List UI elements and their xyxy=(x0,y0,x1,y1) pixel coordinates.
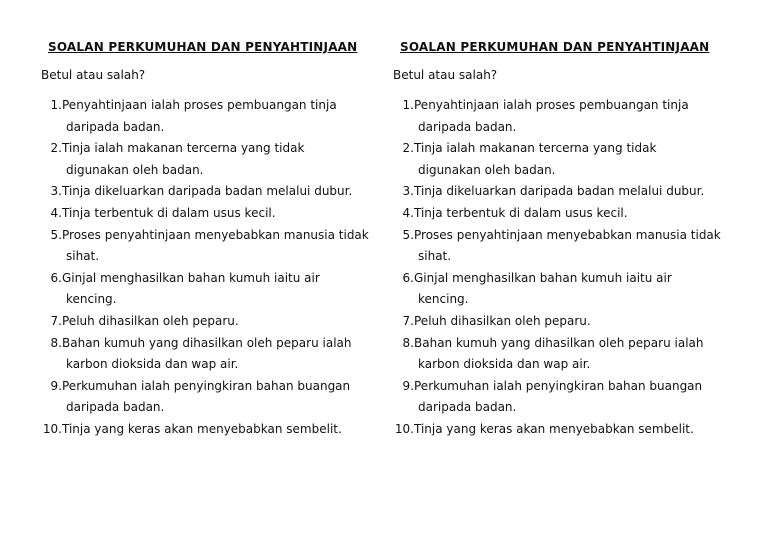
question-text: Bahan kumuh yang dihasilkan oleh peparu ialah xyxy=(62,335,352,350)
question-number: 4. xyxy=(50,205,62,220)
question-number: 6. xyxy=(50,270,62,285)
question-number: 4. xyxy=(402,205,414,220)
question-item xyxy=(40,138,380,181)
question-text-continued: kencing. xyxy=(418,292,469,307)
question-text-continued: digunakan oleh badan. xyxy=(418,162,556,177)
question-number: 10. xyxy=(42,421,62,436)
question-text-continued: sihat. xyxy=(66,249,100,264)
question-text: Bahan kumuh yang dihasilkan oleh peparu ialah xyxy=(414,335,704,350)
question-item xyxy=(40,333,380,376)
question-list xyxy=(392,95,732,441)
question-number: 1. xyxy=(402,98,414,112)
worksheet-subtitle: Betul atau salah? xyxy=(393,68,498,82)
question-text: Tinja terbentuk di dalam usus kecil. xyxy=(414,205,628,220)
worksheet-title: SOALAN PERKUMUHAN DAN PENYAHTINJAAN xyxy=(400,40,710,54)
question-text: Tinja terbentuk di dalam usus kecil. xyxy=(62,205,276,220)
question-item xyxy=(392,95,732,138)
question-item xyxy=(40,311,380,333)
question-item xyxy=(40,225,380,268)
question-text: Perkumuhan ialah penyingkiran bahan buangan xyxy=(414,378,703,393)
question-text-continued: karbon dioksida dan wap air. xyxy=(66,357,239,372)
question-number: 8. xyxy=(50,335,62,350)
question-text: Proses penyahtinjaan menyebabkan manusia tidak xyxy=(62,227,369,242)
question-item xyxy=(392,419,732,441)
question-number: 8. xyxy=(402,335,414,350)
question-number: 7. xyxy=(50,313,62,328)
question-number: 3. xyxy=(402,184,414,199)
question-text-continued: digunakan oleh badan. xyxy=(66,162,204,177)
question-item xyxy=(40,181,380,203)
question-text: Penyahtinjaan ialah proses pembuangan tinja xyxy=(62,98,337,112)
question-text: Peluh dihasilkan oleh peparu. xyxy=(414,313,591,328)
question-item xyxy=(392,138,732,181)
question-item xyxy=(392,268,732,311)
question-number: 3. xyxy=(50,184,62,199)
question-number: 6. xyxy=(402,270,414,285)
question-text: Ginjal menghasilkan bahan kumuh iaitu air xyxy=(414,270,672,285)
question-text: Tinja dikeluarkan daripada badan melalui dubur. xyxy=(62,184,353,199)
question-number: 1. xyxy=(50,98,62,112)
question-text-continued: karbon dioksida dan wap air. xyxy=(418,357,591,372)
question-item xyxy=(392,333,732,376)
question-text: Penyahtinjaan ialah proses pembuangan tinja xyxy=(414,98,689,112)
question-item xyxy=(392,311,732,333)
question-text: Tinja ialah makanan tercerna yang tidak xyxy=(414,141,657,156)
question-number: 5. xyxy=(402,227,414,242)
question-item xyxy=(40,95,380,138)
question-text: Tinja yang keras akan menyebabkan sembelit. xyxy=(62,421,342,436)
question-text: Tinja yang keras akan menyebabkan sembelit. xyxy=(414,421,694,436)
question-number: 7. xyxy=(402,313,414,328)
question-item xyxy=(40,268,380,311)
question-text-continued: daripada badan. xyxy=(66,400,165,415)
worksheet-subtitle: Betul atau salah? xyxy=(41,68,146,82)
question-item xyxy=(392,376,732,419)
question-number: 2. xyxy=(50,141,62,156)
question-text-continued: sihat. xyxy=(418,249,452,264)
question-text: Perkumuhan ialah penyingkiran bahan buangan xyxy=(62,378,351,393)
question-text: Proses penyahtinjaan menyebabkan manusia tidak xyxy=(414,227,721,242)
question-number: 9. xyxy=(50,378,62,393)
question-item xyxy=(392,225,732,268)
question-list xyxy=(40,95,380,441)
question-item xyxy=(40,419,380,441)
question-text-continued: daripada badan. xyxy=(418,400,517,415)
question-item xyxy=(40,203,380,225)
question-text: Ginjal menghasilkan bahan kumuh iaitu air xyxy=(62,270,320,285)
question-number: 9. xyxy=(402,378,414,393)
question-text-continued: daripada badan. xyxy=(66,119,165,134)
question-item xyxy=(40,376,380,419)
question-text-continued: kencing. xyxy=(66,292,117,307)
question-number: 2. xyxy=(402,141,414,156)
question-number: 10. xyxy=(394,421,414,436)
question-text: Tinja ialah makanan tercerna yang tidak xyxy=(62,141,305,156)
question-item xyxy=(392,203,732,225)
question-number: 5. xyxy=(50,227,62,242)
worksheet-title: SOALAN PERKUMUHAN DAN PENYAHTINJAAN xyxy=(48,40,358,54)
question-text: Peluh dihasilkan oleh peparu. xyxy=(62,313,239,328)
question-text: Tinja dikeluarkan daripada badan melalui dubur. xyxy=(414,184,705,199)
question-text-continued: daripada badan. xyxy=(418,119,517,134)
question-item xyxy=(392,181,732,203)
